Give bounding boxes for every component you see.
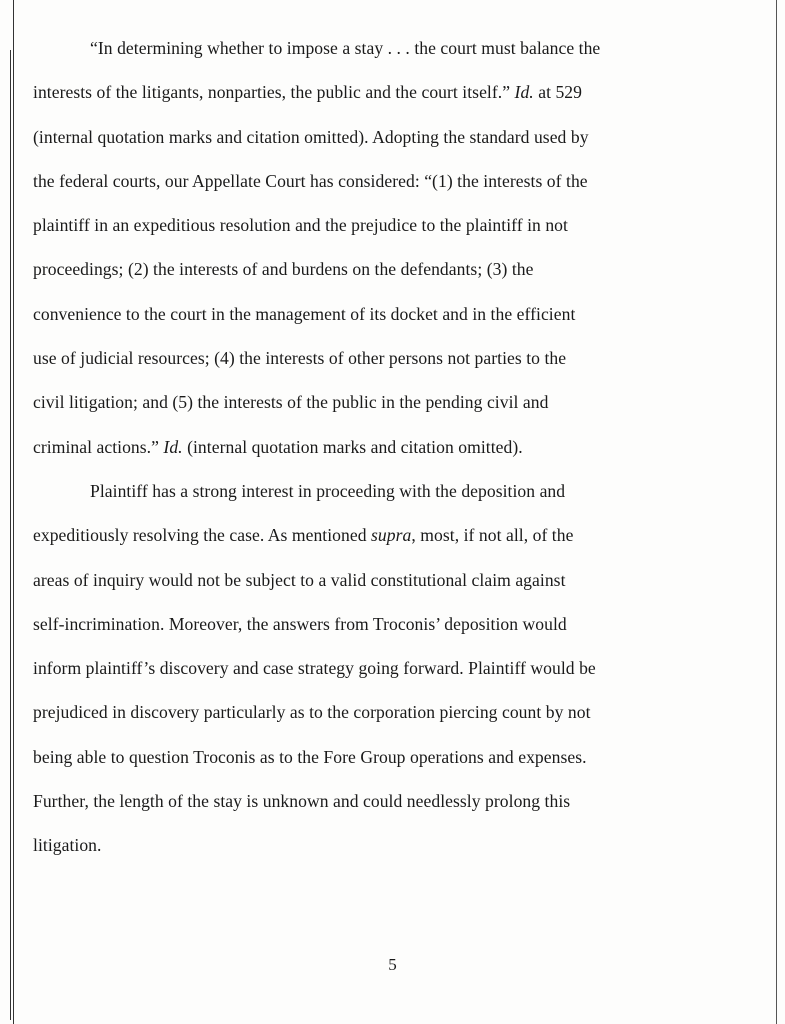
text-line	[33, 425, 768, 469]
text-line: Further, the length of the stay is unknown and could needlessly prolong this	[33, 791, 571, 812]
text-line: areas of inquiry would not be subject to a valid constitutional claim against	[33, 569, 566, 590]
text-line: civil litigation; and (5) the interests of the public in the pending civil and	[33, 392, 549, 413]
citation-id: Id.	[163, 436, 183, 457]
paragraph-2	[33, 469, 768, 868]
page-number: 5	[388, 955, 397, 974]
document-body	[33, 26, 768, 868]
text-run: criminal actions.”	[33, 436, 164, 457]
text-line: litigation.	[33, 835, 102, 856]
text-line: “In determining whether to impose a stay . . . the court must balance the	[90, 38, 601, 58]
text-run: interests of the litigants, nonparties, the public and the court itself.”	[33, 82, 515, 103]
text-line: (internal quotation marks and citation omitted). Adopting the standard used by	[33, 126, 589, 147]
text-line: convenience to the court in the management of its docket and in the efficient	[33, 303, 576, 324]
citation-text: (internal quotation marks and citation omitted).	[182, 436, 523, 457]
text-line	[33, 70, 768, 114]
text-line: self-incrimination. Moreover, the answers from Troconis’ deposition would	[33, 613, 567, 634]
citation-id: Id.	[514, 82, 534, 103]
text-line	[33, 513, 768, 557]
text-line: proceedings; (2) the interests of and burdens on the defendants; (3) the	[33, 259, 534, 280]
text-line: plaintiff in an expeditious resolution and the prejudice to the plaintiff in not	[33, 215, 568, 236]
paragraph-1	[33, 26, 768, 469]
text-line: being able to question Troconis as to the Fore Group operations and expenses.	[33, 746, 587, 767]
right-margin-rule	[776, 0, 777, 1024]
margin-rule	[10, 820, 11, 1020]
margin-rule	[13, 0, 14, 1024]
text-line: prejudiced in discovery particularly as to the corporation piercing count by not	[33, 702, 591, 723]
supra-citation: supra	[371, 525, 412, 546]
citation-text: at 529	[533, 82, 583, 103]
text-line: the federal courts, our Appellate Court has considered: “(1) the interests of the	[33, 170, 588, 191]
text-line: use of judicial resources; (4) the interests of other persons not parties to the	[33, 348, 567, 369]
text-line: Plaintiff has a strong interest in proceeding with the deposition and	[90, 480, 566, 501]
text-run: , most, if not all, of the	[411, 525, 574, 546]
margin-rule	[10, 50, 11, 858]
text-line: inform plaintiff’s discovery and case strategy going forward. Plaintiff would be	[33, 658, 596, 679]
text-run: expeditiously resolving the case. As mentioned	[33, 525, 372, 546]
